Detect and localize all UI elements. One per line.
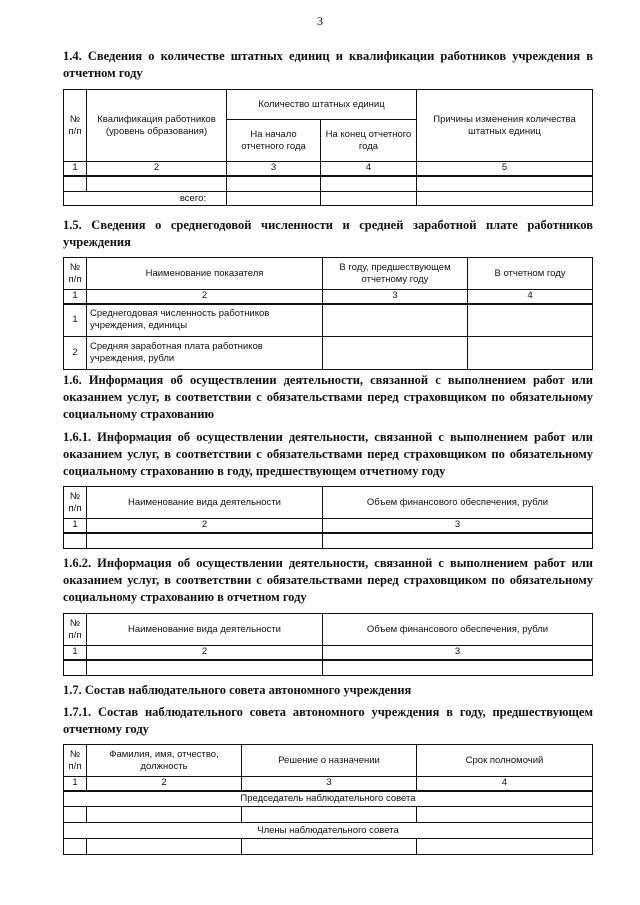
col-header-num: № п/п	[64, 258, 87, 290]
col-number: 3	[323, 290, 468, 304]
page-number: 3	[317, 14, 323, 28]
avg-salary-table	[63, 257, 593, 370]
table-row	[64, 533, 593, 549]
col-number: 2	[87, 646, 323, 660]
section-1-6-heading: 1.6. Информация об осуществлении деятельности, связанной с выполнением работ или оказанием услуг, в соответствии с обязательствами перед страховщиком по обязательному социальному страхованию	[63, 373, 593, 421]
col-number: 1	[64, 162, 87, 176]
table-row	[64, 660, 593, 676]
row-indicator: Среднегодовая численность работников учреждения, единицы	[87, 304, 323, 337]
section-1-6-2-heading: 1.6.2. Информация об осуществлении деятельности, связанной с выполнением работ или оказанием услуг, в соответствии с обязательствами перед страховщиком по обязательному социальному страхованию в отчетном году	[63, 556, 593, 604]
section-1-7-heading: 1.7. Состав наблюдательного совета автономного учреждения	[63, 683, 412, 697]
chairman-row	[64, 791, 593, 807]
supervisory-board-table	[63, 744, 593, 855]
col-header-indicator: Наименование показателя	[87, 258, 323, 290]
row-num: 1	[64, 304, 87, 337]
total-label: всего:	[64, 192, 227, 206]
col-header-current-year: В отчетном году	[468, 258, 593, 290]
col-header-qualification: Квалификация работников (уровень образования)	[87, 90, 227, 162]
total-row	[64, 192, 593, 206]
column-number-row	[64, 777, 593, 791]
col-header-start: На начало отчетного года	[227, 120, 321, 162]
table-row	[64, 176, 593, 192]
col-header-term: Срок полномочий	[417, 745, 593, 777]
col-header-num: № п/п	[64, 90, 87, 162]
col-number: 3	[242, 777, 417, 791]
section-1-6-1-heading: 1.6.1. Информация об осуществлении деятельности, связанной с выполнением работ или оказанием услуг, в соответствии с обязательствами перед страховщиком по обязательному социальному страхованию в году, предшествующем отчетному году	[63, 430, 593, 478]
chairman-label: Председатель наблюдательного совета	[64, 791, 593, 807]
column-number-row	[64, 162, 593, 176]
col-header-fio: Фамилия, имя, отчество, должность	[87, 745, 242, 777]
col-number: 5	[417, 162, 593, 176]
col-number: 3	[323, 519, 593, 533]
col-number: 4	[321, 162, 417, 176]
members-label: Члены наблюдательного совета	[64, 823, 593, 839]
table-row	[64, 337, 593, 370]
col-number: 1	[64, 519, 87, 533]
row-indicator: Средняя заработная плата работников учреждения, рубли	[87, 337, 323, 370]
social-insurance-current-table	[63, 613, 593, 676]
col-header-num: № п/п	[64, 614, 87, 646]
column-number-row	[64, 646, 593, 660]
column-number-row	[64, 519, 593, 533]
col-number: 4	[417, 777, 593, 791]
section-1-7-1-heading: 1.7.1. Состав наблюдательного совета автономного учреждения в году, предшествующем отчетному году	[63, 705, 593, 736]
row-num: 2	[64, 337, 87, 370]
col-number: 2	[87, 162, 227, 176]
social-insurance-prev-table	[63, 486, 593, 549]
col-header-volume: Объем финансового обеспечения, рубли	[323, 487, 593, 519]
col-number: 2	[87, 519, 323, 533]
col-number: 1	[64, 777, 87, 791]
col-number: 2	[87, 777, 242, 791]
col-number: 3	[227, 162, 321, 176]
col-number: 1	[64, 646, 87, 660]
col-header-end: На конец отчетного года	[321, 120, 417, 162]
col-number: 3	[323, 646, 593, 660]
col-header-prev-year: В году, предшествующем отчетному году	[323, 258, 468, 290]
col-number: 2	[87, 290, 323, 304]
col-header-activity: Наименование вида деятельности	[87, 614, 323, 646]
table-row	[64, 839, 593, 855]
col-number: 4	[468, 290, 593, 304]
col-number: 1	[64, 290, 87, 304]
col-header-volume: Объем финансового обеспечения, рубли	[323, 614, 593, 646]
col-header-activity: Наименование вида деятельности	[87, 487, 323, 519]
col-header-num: № п/п	[64, 745, 87, 777]
column-number-row	[64, 290, 593, 304]
section-1-5-heading: 1.5. Сведения о среднегодовой численности и средней заработной плате работников учреждения	[63, 218, 593, 249]
col-header-count: Количество штатных единиц	[227, 90, 417, 120]
col-header-reasons: Причины изменения количества штатных единиц	[417, 90, 593, 162]
staff-units-table	[63, 89, 593, 206]
section-1-4-heading: 1.4. Сведения о количестве штатных единиц и квалификации работников учреждения в отчетном году	[63, 49, 593, 80]
col-header-decision: Решение о назначении	[242, 745, 417, 777]
table-row	[64, 304, 593, 337]
col-header-num: № п/п	[64, 487, 87, 519]
table-row	[64, 807, 593, 823]
members-row	[64, 823, 593, 839]
